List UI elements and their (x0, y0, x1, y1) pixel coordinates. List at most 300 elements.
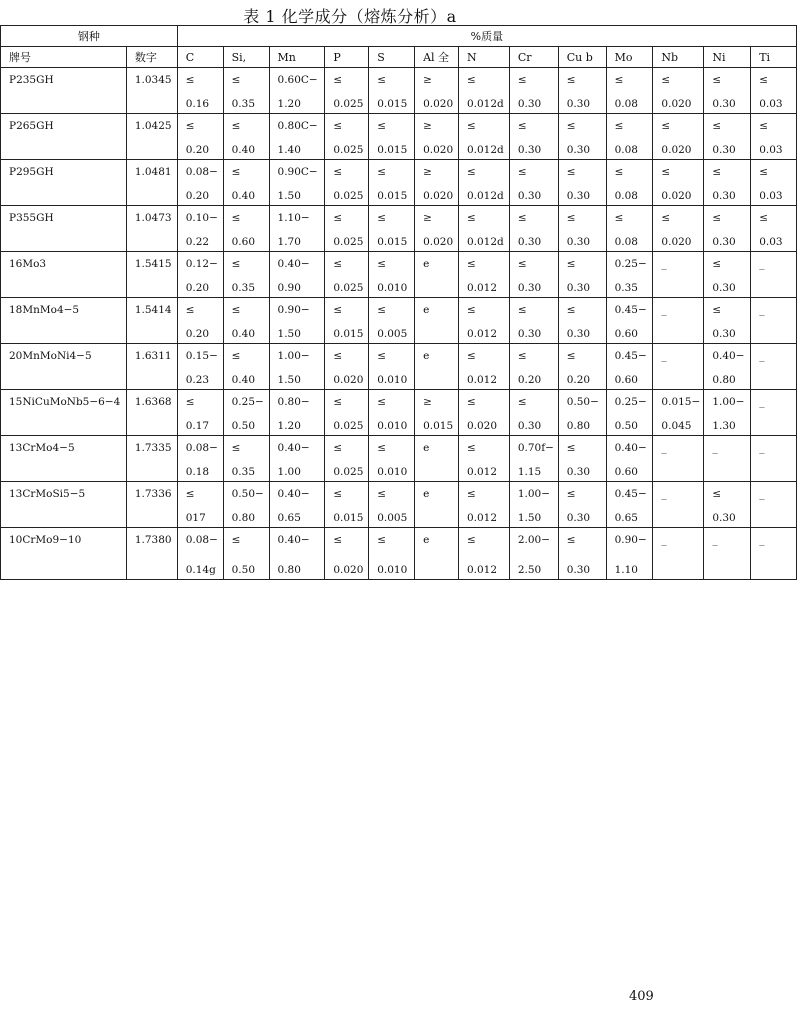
composition-cell (223, 252, 269, 298)
limit-line-1: ≤ (333, 166, 343, 178)
composition-cell (751, 68, 797, 114)
limit-line-1: ≤ (333, 350, 343, 362)
number-value: 1.6311 (134, 350, 172, 362)
limit-line-2: 0.020 (466, 420, 497, 432)
composition-cell (751, 206, 797, 252)
grade-cell (1, 160, 127, 206)
limit-line-2: 0.50 (614, 420, 638, 432)
limit-line-1: ≤ (466, 534, 476, 546)
limit-line-2: 0.14g (185, 564, 216, 576)
composition-cell (415, 436, 459, 482)
composition-cell (509, 206, 558, 252)
composition-cell (325, 160, 369, 206)
composition-cell (415, 298, 459, 344)
limit-line-1: ≤ (377, 442, 387, 454)
limit-line-2: 0.30 (712, 98, 736, 110)
limit-line-2: 0.17 (185, 420, 210, 432)
limit-line-2: 0.30 (712, 512, 736, 524)
composition-cell (269, 482, 325, 528)
composition-cell (458, 206, 509, 252)
limit-line-1: _ (759, 396, 765, 408)
number-cell (126, 482, 177, 528)
limit-line-1: _ (759, 534, 765, 546)
grade-cell (1, 298, 127, 344)
limit-line-2: 0.35 (614, 282, 638, 294)
limit-line-1: e (423, 488, 430, 500)
limit-line-2: 0.18 (185, 466, 210, 478)
number-value: 1.0345 (134, 74, 172, 86)
limit-line-2 (661, 564, 703, 579)
composition-cell (704, 436, 751, 482)
grade-cell (1, 68, 127, 114)
table-row (1, 252, 797, 298)
limit-line-1: 1.00− (517, 488, 550, 500)
limit-line-2: 0.30 (566, 190, 591, 202)
limit-line-2: 0.012 (466, 282, 497, 294)
element-header: Ti (751, 47, 797, 68)
composition-cell (177, 528, 223, 580)
composition-cell (751, 436, 797, 482)
limit-line-2: 0.80 (277, 564, 301, 576)
limit-line-1: ≤ (759, 120, 769, 132)
composition-cell (223, 390, 269, 436)
composition-cell (177, 482, 223, 528)
limit-line-1: ≥ (423, 212, 432, 224)
limit-line-2 (759, 420, 796, 435)
composition-cell (369, 206, 415, 252)
composition-cell (653, 68, 704, 114)
limit-line-2: 0.50 (231, 564, 256, 576)
composition-cell (751, 344, 797, 390)
limit-line-2: 1.20 (277, 420, 301, 432)
limit-line-2: 0.60 (614, 466, 638, 478)
composition-cell (369, 528, 415, 580)
limit-line-2: 0.23 (185, 374, 210, 386)
limit-line-2: 1.50 (277, 328, 301, 340)
composition-cell (509, 528, 558, 580)
limit-line-2: 1.00 (277, 466, 301, 478)
limit-line-1: 0.50− (231, 488, 264, 500)
limit-line-1: ≤ (333, 304, 343, 316)
limit-line-2: 0.045 (661, 420, 692, 432)
composition-cell (558, 482, 606, 528)
limit-line-1: ≤ (661, 74, 671, 86)
composition-cell (509, 252, 558, 298)
grade-cell (1, 436, 127, 482)
limit-line-1: ≤ (517, 258, 527, 270)
limit-line-2: 0.015 (333, 328, 364, 340)
grade-cell (1, 252, 127, 298)
grade-cell (1, 344, 127, 390)
limit-line-1: _ (712, 534, 718, 546)
number-cell (126, 206, 177, 252)
limit-line-2: 0.020 (661, 98, 692, 110)
composition-cell (653, 160, 704, 206)
limit-line-2: 0.30 (712, 282, 736, 294)
limit-line-1: e (423, 534, 430, 546)
limit-line-1: ≤ (231, 258, 241, 270)
composition-cell (509, 160, 558, 206)
composition-cell (415, 160, 459, 206)
limit-line-1: ≤ (517, 304, 527, 316)
limit-line-2: 0.40 (231, 144, 256, 156)
grade-value: P265GH (9, 120, 54, 132)
limit-line-2: 0.20 (185, 190, 210, 202)
limit-line-2: 0.20 (185, 144, 210, 156)
composition-cell (653, 436, 704, 482)
grade-value: 13CrMoSi5−5 (9, 488, 86, 500)
limit-line-1: ≤ (466, 120, 476, 132)
limit-line-2: 0.012d (466, 98, 504, 110)
limit-line-2: 0.010 (377, 466, 408, 478)
limit-line-1: ≤ (712, 74, 722, 86)
limit-line-1: _ (759, 258, 765, 270)
composition-cell (415, 344, 459, 390)
limit-line-2: 0.35 (231, 466, 256, 478)
composition-cell (509, 390, 558, 436)
limit-line-1: ≤ (614, 166, 624, 178)
limit-line-1: ≤ (661, 166, 671, 178)
limit-line-1: _ (759, 488, 765, 500)
composition-cell (653, 252, 704, 298)
limit-line-2: 0.90 (277, 282, 301, 294)
element-header: Si, (223, 47, 269, 68)
limit-line-2: 0.015 (333, 512, 364, 524)
limit-line-2 (661, 466, 703, 481)
composition-cell (369, 114, 415, 160)
table-row (1, 344, 797, 390)
number-header: 数字 (126, 47, 177, 68)
table-row (1, 528, 797, 580)
limit-line-1: ≤ (712, 212, 722, 224)
limit-line-2: 0.010 (377, 374, 408, 386)
composition-cell (177, 68, 223, 114)
limit-line-2 (423, 512, 458, 527)
limit-line-2: 0.80 (566, 420, 591, 432)
composition-cell (269, 298, 325, 344)
limit-line-1: ≤ (185, 488, 195, 500)
limit-line-1: ≥ (423, 396, 432, 408)
limit-line-2 (423, 564, 458, 579)
limit-line-1: 0.08− (185, 166, 218, 178)
composition-cell (177, 390, 223, 436)
number-cell (126, 252, 177, 298)
limit-line-1: 0.50− (566, 396, 599, 408)
number-value: 1.7380 (134, 534, 172, 546)
limit-line-2: 0.30 (566, 282, 591, 294)
limit-line-1: ≤ (231, 304, 241, 316)
composition-cell (177, 298, 223, 344)
composition-cell (415, 252, 459, 298)
limit-line-2: 0.30 (517, 236, 542, 248)
limit-line-1: ≤ (466, 258, 476, 270)
limit-line-1: ≤ (377, 396, 387, 408)
limit-line-2: 0.30 (712, 190, 736, 202)
composition-cell (325, 68, 369, 114)
limit-line-1: ≤ (661, 120, 671, 132)
limit-line-2: 1.20 (277, 98, 301, 110)
composition-cell (325, 252, 369, 298)
limit-line-2: 0.08 (614, 98, 638, 110)
composition-cell (458, 298, 509, 344)
limit-line-1: ≤ (333, 396, 343, 408)
limit-line-2: 0.020 (423, 98, 454, 110)
limit-line-1: ≤ (566, 350, 576, 362)
composition-cell (558, 436, 606, 482)
composition-cell (558, 206, 606, 252)
limit-line-2: 0.80 (712, 374, 736, 386)
limit-line-2: 0.30 (517, 190, 542, 202)
composition-cell (177, 160, 223, 206)
grade-cell (1, 390, 127, 436)
composition-cell (177, 436, 223, 482)
table-title: 表 1 化学成分（熔炼分析）a (243, 7, 457, 26)
limit-line-1: ≤ (566, 74, 576, 86)
limit-line-1: ≤ (185, 396, 195, 408)
limit-line-1: ≤ (759, 212, 769, 224)
limit-line-2: 0.08 (614, 190, 638, 202)
composition-cell (458, 344, 509, 390)
limit-line-2: 0.020 (661, 236, 692, 248)
header-row-groups (1, 26, 797, 47)
mass-percent-header: %质量 (177, 26, 796, 47)
grade-value: 18MnMo4−5 (9, 304, 80, 316)
limit-line-1: e (423, 442, 430, 454)
composition-cell (177, 252, 223, 298)
composition-cell (223, 344, 269, 390)
limit-line-2: 0.015 (377, 98, 408, 110)
limit-line-2: 0.025 (333, 236, 364, 248)
table-row (1, 68, 797, 114)
limit-line-2: 0.012 (466, 512, 497, 524)
limit-line-1: ≤ (466, 304, 476, 316)
limit-line-1: ≤ (759, 74, 769, 86)
limit-line-1: 0.15− (185, 350, 218, 362)
composition-cell (415, 114, 459, 160)
limit-line-2: 0.03 (759, 144, 783, 156)
composition-cell (751, 482, 797, 528)
limit-line-1: ≤ (231, 120, 241, 132)
composition-cell (751, 252, 797, 298)
limit-line-1: 2.00− (517, 534, 550, 546)
grade-value: P355GH (9, 212, 54, 224)
grade-header: 牌号 (1, 47, 127, 68)
composition-cell (606, 160, 653, 206)
composition-cell (751, 390, 797, 436)
limit-line-1: ≤ (185, 120, 195, 132)
composition-cell (606, 206, 653, 252)
composition-cell (458, 252, 509, 298)
limit-line-1: ≥ (423, 74, 432, 86)
number-value: 1.6368 (134, 396, 172, 408)
limit-line-1: 0.08− (185, 534, 218, 546)
limit-line-2: 0.020 (423, 190, 454, 202)
page-number: 409 (629, 989, 654, 1004)
limit-line-1: ≤ (466, 74, 476, 86)
limit-line-1: ≤ (566, 442, 576, 454)
limit-line-1: 1.10− (277, 212, 310, 224)
composition-cell (751, 298, 797, 344)
limit-line-2: 0.80 (231, 512, 256, 524)
composition-cell (751, 114, 797, 160)
limit-line-1: _ (759, 442, 765, 454)
composition-cell (558, 252, 606, 298)
limit-line-1: 0.40− (277, 488, 310, 500)
limit-line-2: 0.025 (333, 190, 364, 202)
composition-cell (509, 344, 558, 390)
limit-line-2: 0.015 (423, 420, 454, 432)
composition-cell (458, 160, 509, 206)
limit-line-1: e (423, 304, 430, 316)
limit-line-2 (661, 374, 703, 389)
limit-line-1: _ (661, 304, 667, 316)
limit-line-1: ≤ (517, 166, 527, 178)
limit-line-2: 0.025 (333, 420, 364, 432)
limit-line-2: 1.30 (712, 420, 736, 432)
limit-line-2: 0.010 (377, 420, 408, 432)
limit-line-1: ≤ (517, 74, 527, 86)
limit-line-2: 1.15 (517, 466, 542, 478)
limit-line-1: _ (759, 304, 765, 316)
limit-line-2: 1.50 (277, 374, 301, 386)
grade-value: 15NiCuMoNb5−6−4 (9, 396, 121, 408)
limit-line-1: ≤ (377, 534, 387, 546)
limit-line-1: 0.10− (185, 212, 218, 224)
limit-line-1: e (423, 258, 430, 270)
element-header: Al 全 (415, 47, 459, 68)
composition-cell (458, 482, 509, 528)
composition-cell (325, 528, 369, 580)
grade-value: 20MnMoNi4−5 (9, 350, 92, 362)
composition-cell (509, 298, 558, 344)
composition-cell (223, 482, 269, 528)
composition-cell (325, 298, 369, 344)
composition-cell (369, 482, 415, 528)
number-cell (126, 160, 177, 206)
composition-cell (704, 160, 751, 206)
grade-cell (1, 482, 127, 528)
limit-line-2: 0.30 (566, 564, 591, 576)
limit-line-1: ≤ (231, 534, 241, 546)
limit-line-1: ≤ (185, 74, 195, 86)
element-header: Mo (606, 47, 653, 68)
limit-line-2 (712, 564, 750, 579)
limit-line-2: 0.020 (423, 236, 454, 248)
grade-value: P295GH (9, 166, 54, 178)
limit-line-2: 0.65 (277, 512, 301, 524)
limit-line-1: ≤ (231, 166, 241, 178)
composition-cell (458, 436, 509, 482)
element-header: Nb (653, 47, 704, 68)
limit-line-2: 0.60 (614, 374, 638, 386)
limit-line-1: e (423, 350, 430, 362)
composition-cell (369, 436, 415, 482)
composition-cell (704, 298, 751, 344)
limit-line-1: ≤ (333, 120, 343, 132)
composition-cell (704, 68, 751, 114)
number-cell (126, 68, 177, 114)
limit-line-2: 0.40 (231, 328, 256, 340)
element-header: Mn (269, 47, 325, 68)
composition-cell (325, 344, 369, 390)
limit-line-1: 0.90− (277, 304, 310, 316)
element-header: Ni (704, 47, 751, 68)
limit-line-1: 0.45− (614, 304, 647, 316)
composition-cell (415, 68, 459, 114)
limit-line-2: 1.10 (614, 564, 638, 576)
composition-cell (325, 436, 369, 482)
composition-cell (606, 68, 653, 114)
composition-cell (369, 68, 415, 114)
chemical-composition-table (0, 25, 797, 580)
composition-cell (458, 114, 509, 160)
limit-line-1: ≤ (231, 212, 241, 224)
limit-line-2: 0.30 (517, 420, 542, 432)
composition-cell (704, 252, 751, 298)
number-cell (126, 344, 177, 390)
limit-line-1: _ (661, 442, 667, 454)
limit-line-1: ≤ (466, 396, 476, 408)
number-value: 1.0425 (134, 120, 172, 132)
composition-cell (223, 528, 269, 580)
limit-line-2 (423, 374, 458, 389)
grade-value: P235GH (9, 74, 54, 86)
limit-line-2: 0.025 (333, 98, 364, 110)
limit-line-2: 0.012 (466, 328, 497, 340)
limit-line-1: 0.12− (185, 258, 218, 270)
limit-line-2 (759, 512, 796, 527)
limit-line-2: 0.16 (185, 98, 210, 110)
limit-line-1: ≤ (517, 212, 527, 224)
composition-cell (269, 114, 325, 160)
limit-line-1: _ (661, 534, 667, 546)
composition-cell (558, 390, 606, 436)
limit-line-1: 0.45− (614, 350, 647, 362)
limit-line-2: 0.20 (185, 328, 210, 340)
limit-line-2: 2.50 (517, 564, 542, 576)
table-row (1, 114, 797, 160)
limit-line-2: 0.65 (614, 512, 638, 524)
limit-line-1: ≤ (466, 350, 476, 362)
limit-line-2: 0.30 (517, 328, 542, 340)
limit-line-2: 0.025 (333, 282, 364, 294)
limit-line-1: ≤ (712, 304, 722, 316)
table-row (1, 206, 797, 252)
limit-line-1: ≤ (333, 534, 343, 546)
limit-line-2: 0.03 (759, 236, 783, 248)
limit-line-2: 017 (185, 512, 206, 524)
composition-cell (606, 482, 653, 528)
composition-cell (223, 436, 269, 482)
composition-cell (606, 436, 653, 482)
limit-line-2: 1.70 (277, 236, 301, 248)
number-cell (126, 528, 177, 580)
composition-cell (509, 436, 558, 482)
limit-line-2: 0.20 (517, 374, 542, 386)
composition-cell (369, 298, 415, 344)
limit-line-1: ≤ (333, 442, 343, 454)
composition-cell (223, 298, 269, 344)
limit-line-2: 0.60 (231, 236, 256, 248)
limit-line-1: ≤ (377, 166, 387, 178)
limit-line-2: 0.50 (231, 420, 256, 432)
limit-line-1: ≤ (377, 74, 387, 86)
number-value: 1.0473 (134, 212, 172, 224)
limit-line-1: ≤ (566, 166, 576, 178)
limit-line-1: 0.80− (277, 396, 310, 408)
limit-line-2: 0.30 (566, 236, 591, 248)
composition-cell (269, 160, 325, 206)
